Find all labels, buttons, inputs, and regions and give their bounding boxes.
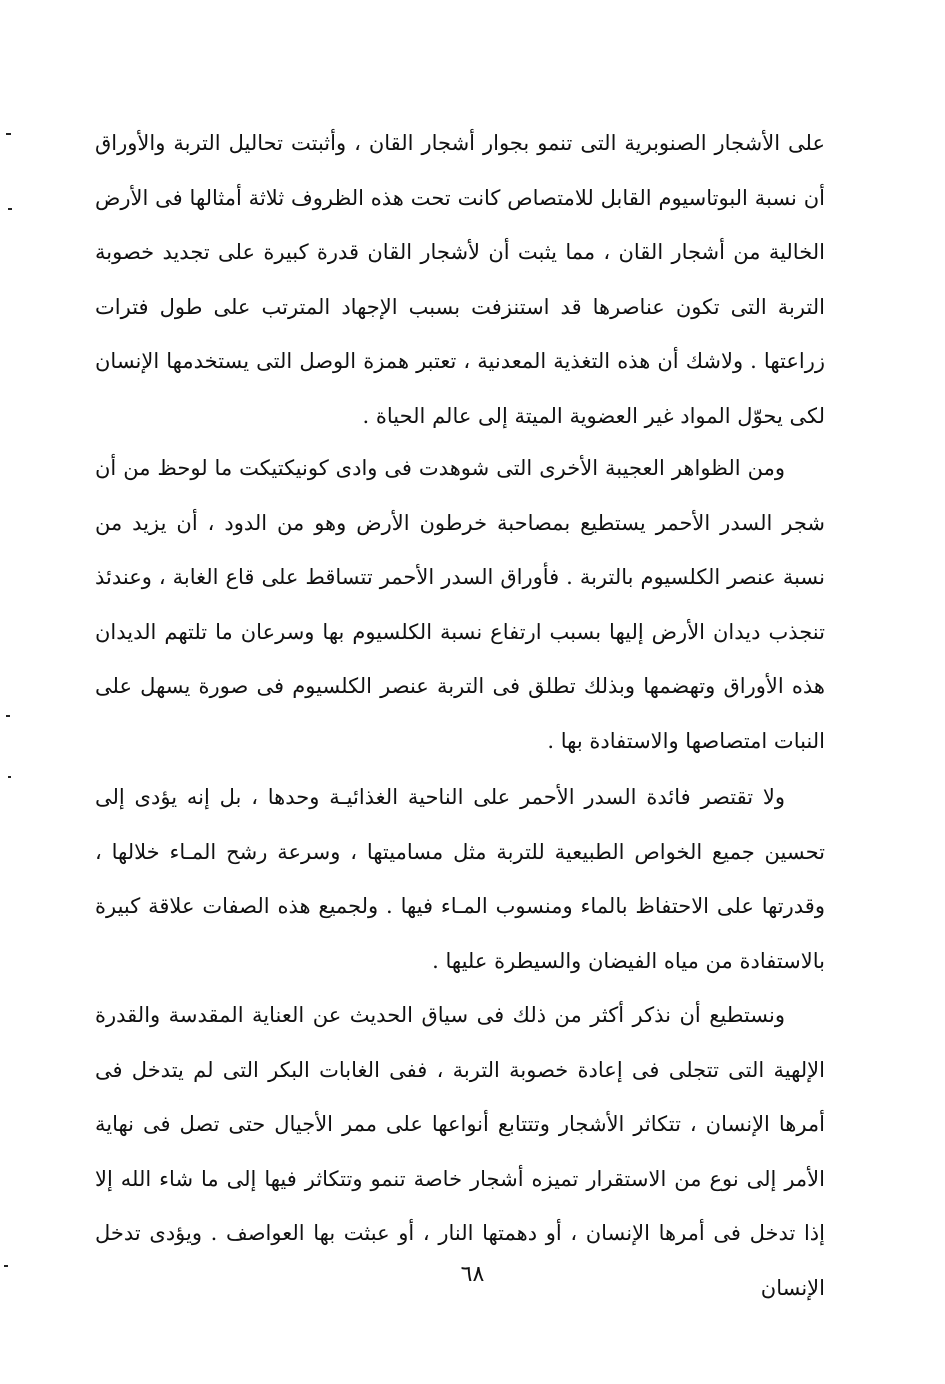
paragraph-3: ولا تقتصر فائدة السدر الأحمر على الناحية الغذائيـة وحدها ، بل إنه يؤدى إلى تحسين جميع الخواص الطبيعية للتربة مثل مساميتها ، وسرعة رشح المـاء خلالها ، وقدرتها على الاحتفاظ بالماء ومنسوب المـاء فيها . ولجميع هذه الصفات علاقة كبيرة بالاستفادة من مياه الفيضان والسيطرة عليها . — [95, 785, 825, 973]
paragraph-2: ومن الظواهر العجيبة الأخرى التى شوهدت فى وادى كونيكتيكت ما لوحظ من أن شجر السدر الأحمر يستطيع بمصاحبة خرطون الأرض وهو من الدود ، أن يزيد من نسبة عنصر الكلسيوم بالتربة . فأوراق السدر الأحمر تتساقط على قاع الغابة ، وعندئذ تنجذب ديدان الأرض إليها بسبب ارتفاع نسبة الكلسيوم بها وسرعان ما تلتهم الديدان هذه الأوراق وتهضمها وبذلك تطلق فى التربة عنصر الكلسيوم فى صورة يسهل على النبات امتصاصها والاستفادة بها . — [95, 456, 825, 753]
scan-artifact — [6, 133, 11, 135]
paragraph-4: ونستطيع أن نذكر أكثر من ذلك فى سياق الحديث عن العناية المقدسة والقدرة الإلهية التى تتجلى فى إعادة خصوبة التربة ، ففى الغابات البكر التى لم يتدخل فى أمرها الإنسان ، تتكاثر الأشجار وتتتابع أنواعها على ممر الأجيال حتى تصل فى نهاية الأمر إلى نوع من الاستقرار تميزه أشجار خاصة تنمو وتتكاثر فيها إلى ما شاء الله إلا إذا تدخل فى أمرها الإنسان ، أو دهمتها النار ، أو عبثت بها العواصف . ويؤدى تدخل الإنسان — [95, 1003, 825, 1300]
scan-artifact — [8, 208, 12, 210]
paragraph-1: على الأشجار الصنوبرية التى تنمو بجوار أشجار القان ، وأثبتت تحاليل التربة والأوراق أن نسبة البوتاسيوم القابل للامتصاص كانت تحت هذه الظروف ثلاثة أمثالها فى الأرض الخالية من أشجار القان ، مما يثبت أن لأشجار القان قدرة كبيرة على تجديد خصوبة التربة التى تكون عناصرها قد استنزفت بسبب الإجهاد المترتب على طول فترات زراعتها . ولاشك أن هذه التغذية المعدنية ، تعتبر همزة الوصل التى يستخدمها الإنسان لكى يحوّل المواد غير العضوية الميتة إلى عالم الحياة . — [95, 131, 825, 428]
page-number: ٦٨ — [460, 1262, 485, 1287]
scan-artifact — [4, 1265, 8, 1267]
scan-artifact — [8, 776, 11, 778]
scan-artifact — [6, 715, 10, 717]
